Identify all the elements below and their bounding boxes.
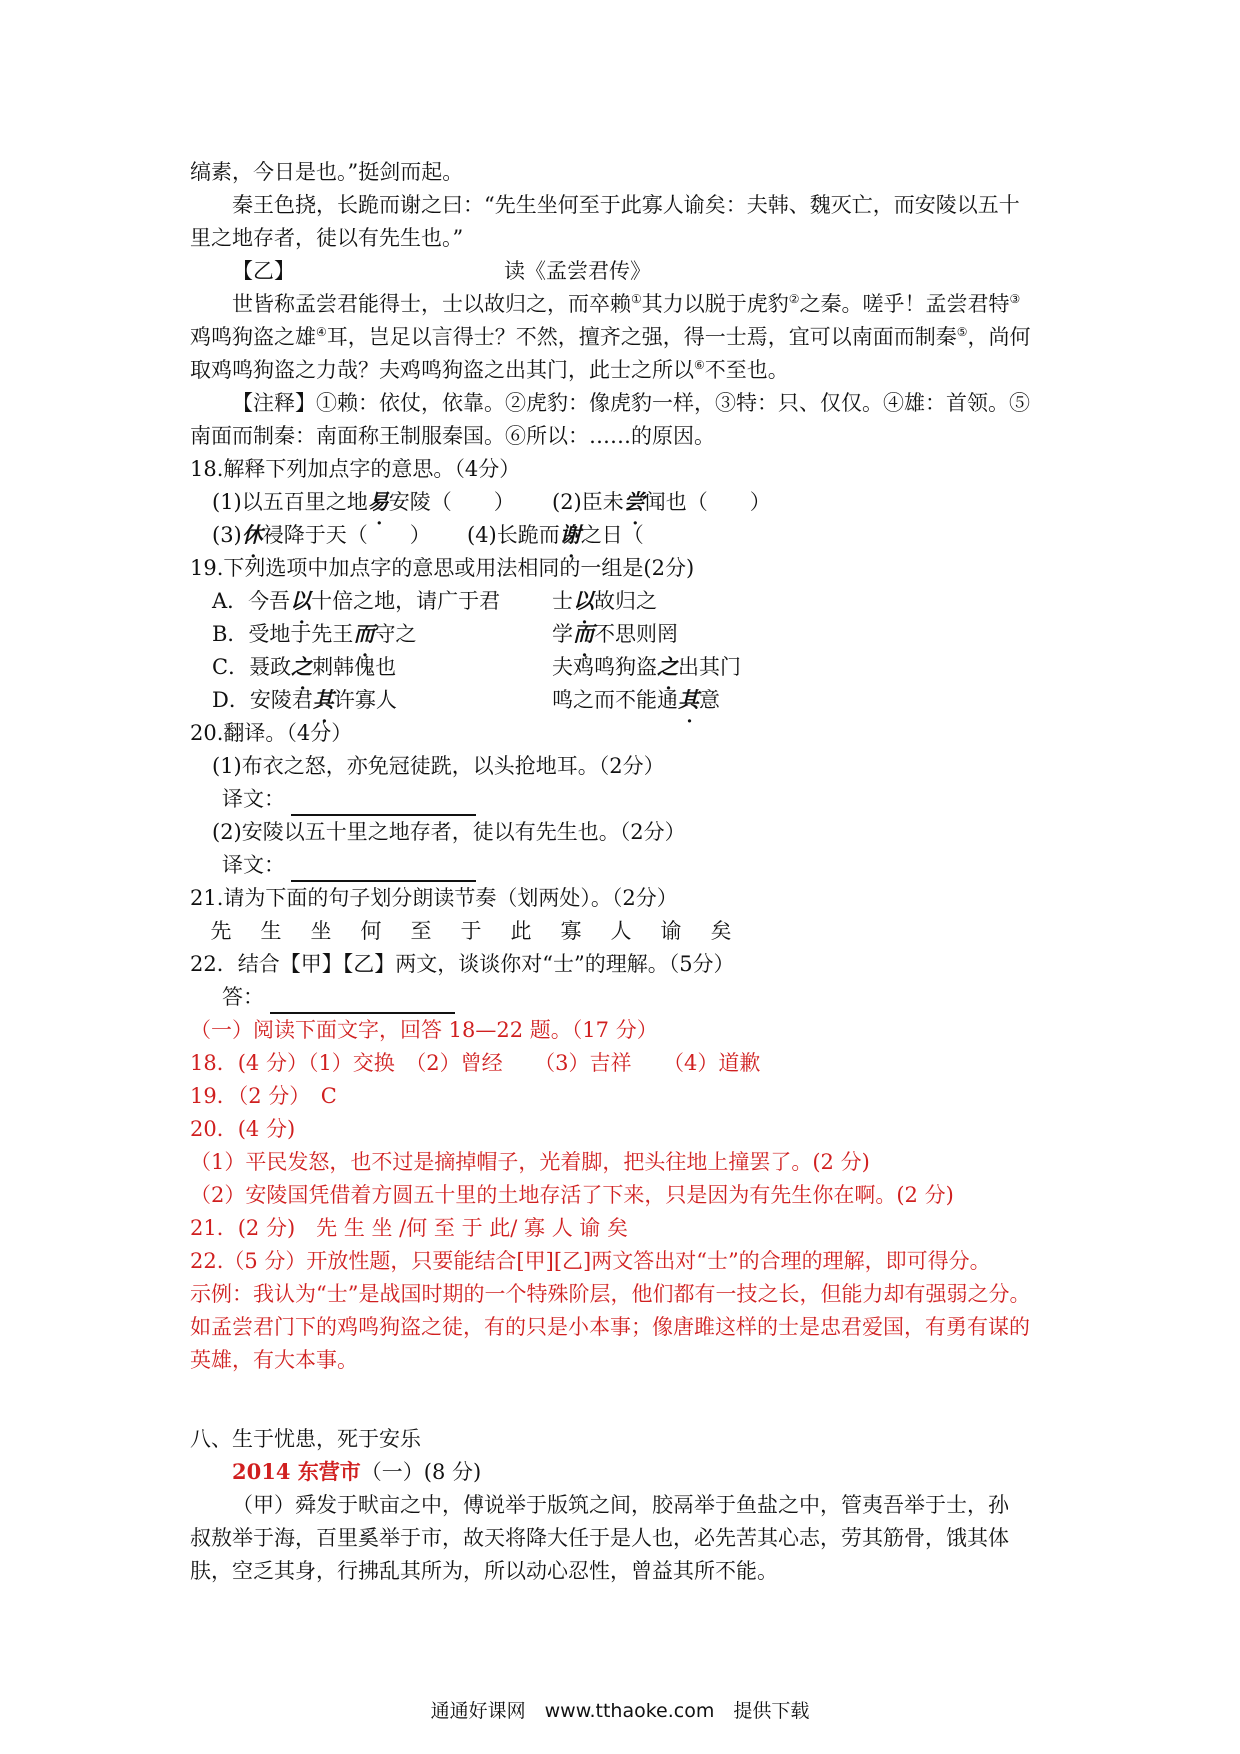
answer-20-2: （2）安陵国凭借着方圆五十里的土地存活了下来，只是因为有先生你在啊。(2 分) [190,1183,954,1207]
footnote-mark: ③ [1009,292,1021,306]
option-text: 学 [552,622,573,646]
rhythm-char: 生 [260,919,282,943]
emphasized-char: 以 [573,588,594,613]
translation-blank-1[interactable] [291,792,476,816]
option-text: 十倍之地，请广于君 [311,589,501,613]
rhythm-char: 坐 [310,919,332,943]
yi-note-1: 【注释】①赖：依仗，依靠。②虎豹：像虎豹一样，③特：只、仅仅。④雄：首领。⑤ [232,391,1030,415]
q19-option-c [212,650,741,684]
yi-note-2: 南面而制秦：南面称王制服秦国。⑥所以：……的原因。 [190,424,715,448]
q20-stem: 20.翻译。（4分） [190,721,353,745]
section-8-paragraph-1: （甲）舜发于畎亩之中，傅说举于版筑之间，胶鬲举于鱼盐之中，管夷吾举于士，孙 [232,1493,1009,1517]
yi-header [232,254,651,288]
option-text: 夫鸡鸣狗盗 [552,655,657,679]
emphasized-char: 以 [290,588,312,613]
answers-heading: （一）阅读下面文字，回答 18—22 题。（17 分） [190,1018,658,1042]
yi-text: 之秦。嗟乎！孟尝君特 [799,292,1010,316]
answer-20-1: （1）平民发怒，也不过是摘掉帽子，光着脚，把头往地上撞罢了。(2 分) [190,1150,870,1174]
rhythm-char: 至 [410,919,432,943]
q18-row-1 [212,485,771,519]
option-text: 守之 [374,622,417,646]
answer-19: 19．（2 分） C [190,1084,337,1108]
q19-option-c-right [552,650,741,684]
answer-label: 答： [222,985,264,1009]
q20-answer-2 [222,848,476,882]
option-text: 故归之 [594,589,657,613]
page-footer: 通通好课网 www.tthaoke.com 提供下载 [430,1700,810,1722]
footnote-mark: ⑥ [694,358,705,372]
yi-text: 不至也。 [704,358,789,382]
translation-label: 译文： [222,853,285,877]
emphasized-char: 其 [678,687,699,712]
q18-item-text: (3) [212,523,242,547]
answer-22-line-3: 如孟尝君门下的鸡鸣狗盗之徒，有的只是小本事；像唐雎这样的士是忠君爱国，有勇有谋的 [190,1315,1030,1339]
source-label: 2014 东营市 [232,1459,361,1484]
answer-18: 18．(4 分）（1）交换 （2）曾经 （3）吉祥 （4）道歉 [190,1051,761,1075]
option-text: 不思则罔 [594,622,678,646]
answer-22-line-2: 示例：我认为“士”是战国时期的一个特殊阶层，他们都有一技之长，但能力却有强弱之分。 [190,1282,1031,1306]
q22-stem: 22．结合【甲】【乙】两文，谈谈你对“士”的理解。（5分） [190,952,735,976]
emphasized-char: 而 [573,621,594,646]
q18-item-text: 安陵（ ） [388,490,515,514]
option-text: 出其门 [678,655,741,679]
q19-stem: 19.下列选项中加点字的意思或用法相同的一组是(2分) [190,556,695,580]
emphasized-char: 之 [657,654,678,679]
jia-paragraph-2a: 秦王色挠，长跪而谢之曰：“先生坐何至于此寡人谕矣：夫韩、魏灭亡，而安陵以五十 [232,193,1020,217]
rhythm-char: 谕 [660,919,682,943]
section-8-paragraph-3: 肤，空乏其身，行拂乱其所为，所以动心忍性，曾益其所不能。 [190,1559,778,1583]
answer-20: 20．(4 分) [190,1117,296,1141]
q19-option-a [212,584,657,618]
q18-item-text: 之日（ [580,523,644,547]
option-text: C．聂政 [212,655,292,679]
yi-text: ，尚何 [967,325,1031,349]
footnote-mark: ④ [316,325,327,339]
rhythm-char: 此 [510,919,532,943]
jia-paragraph-2b: 里之地存者，徒以有先生也。” [190,226,464,250]
rhythm-char: 矣 [710,919,732,943]
rhythm-char: 先 [210,919,232,943]
answer-22-line-4: 英雄，有大本事。 [190,1348,358,1372]
emphasized-char: 谢 [559,522,581,547]
section-8-subheading [232,1455,481,1489]
option-text: A．今吾 [212,589,291,613]
yi-text: 鸡鸣狗盗之雄 [190,325,316,349]
answer-21: 21．(2 分) 先 生 坐 /何 至 于 此/ 寡 人 谕 矣 [190,1216,629,1240]
q18-item-text: (1)以五百里之地 [212,490,368,514]
q19-option-d-right [552,683,720,717]
section-8-title: 八、生于忧患，死于安乐 [190,1427,421,1451]
q19-option-a-right [552,584,657,618]
q20-sentence-1: (1)布衣之怒，亦免冠徒跣，以头抢地耳。（2分） [212,754,665,778]
rhythm-char: 何 [360,919,382,943]
option-text: 士 [552,589,573,613]
q21-stem: 21.请为下面的句子划分朗读节奏（划两处）。（2分） [190,886,678,910]
q19-option-d [212,683,720,717]
yi-text: 耳，岂足以言得士？不然，擅齐之强，得一士焉，宜可以南面而制秦 [326,325,957,349]
q18-item-2 [552,485,771,519]
q21-sentence [196,914,746,948]
q18-item-text: (2)臣未 [552,490,624,514]
yi-text: 世皆称孟尝君能得士，士以故归之，而卒赖 [232,292,631,316]
yi-line-2 [190,320,1031,354]
emphasized-char: 而 [353,621,375,646]
translation-blank-2[interactable] [291,858,476,882]
emphasized-char: 易 [367,489,389,514]
rhythm-char: 寡 [560,919,582,943]
q19-option-b-right [552,617,678,651]
footnote-mark: ① [631,292,642,306]
q20-answer-1 [222,782,476,816]
option-text: 刺韩傀也 [312,655,397,679]
footnote-mark: ⑤ [956,325,968,339]
yi-line-1 [232,287,1020,321]
subheading-text: （一）(8 分) [360,1460,482,1484]
yi-text: 其力以脱于虎豹 [641,292,789,316]
yi-line-3 [190,353,789,387]
q18-stem: 18.解释下列加点字的意思。（4分） [190,457,521,481]
q18-row-2 [212,518,644,552]
rhythm-char: 人 [610,919,632,943]
rhythm-char: 于 [460,919,482,943]
option-text: D．安陵君 [212,688,313,712]
emphasized-char: 休 [241,522,263,547]
yi-title: 读《孟尝君传》 [504,259,651,283]
translation-label: 译文： [222,787,285,811]
emphasized-char: 之 [291,654,313,679]
section-8-paragraph-2: 叔敖举于海，百里奚举于市，故天将降大任于是人也，必先苦其心志，劳其筋骨，饿其体 [190,1526,1009,1550]
q18-item-text: (4)长跪而 [467,523,560,547]
emphasized-char: 尝 [623,489,645,514]
q22-answer [222,980,455,1014]
q18-item-text: 闻也（ ） [644,490,771,514]
yi-tag: 【乙】 [232,259,295,283]
option-text: B．受地于先王 [212,622,354,646]
answer-22-line-1: 22.（5 分）开放性题，只要能结合[甲][乙]两文答出对“士”的合理的理解，即可得分。 [190,1249,991,1273]
q18-item-text: 祲降于天（ ） [262,523,431,547]
yi-text: 取鸡鸣狗盗之力哉？夫鸡鸣狗盗之出其门，此士之所以 [190,358,694,382]
option-text: 许寡人 [333,688,397,712]
q19-option-b [212,617,678,651]
answer-blank[interactable] [270,990,455,1014]
option-text: 鸣之而不能通 [552,688,678,712]
emphasized-char: 其 [312,687,334,712]
q18-item-4 [467,518,644,552]
q20-sentence-2: (2)安陵以五十里之地存者，徒以有先生也。（2分） [212,820,686,844]
jia-line-1: 缟素，今日是也。”挺剑而起。 [190,160,464,184]
option-text: 意 [699,688,720,712]
footnote-mark: ② [788,292,800,306]
